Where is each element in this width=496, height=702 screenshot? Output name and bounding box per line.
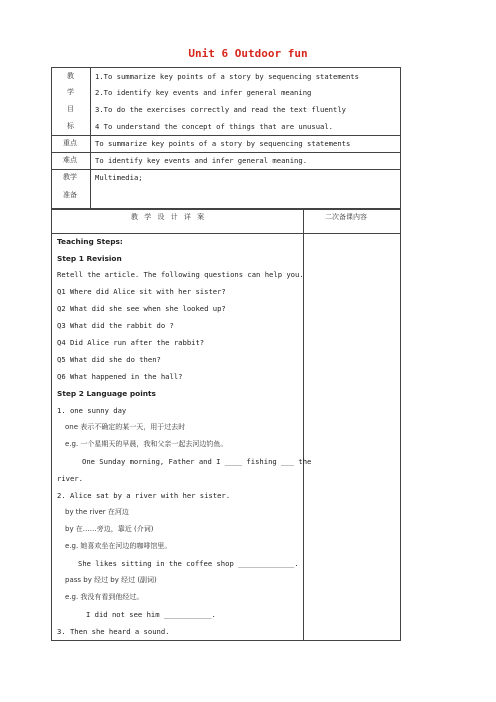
question-item: Q1 Where did Alice sit with her sister? [57,287,226,296]
row-divider [51,233,401,234]
objective-item: 4 To understand the concept of things that are unusual. [95,122,333,131]
document-title: Unit 6 Outdoor fun [188,47,308,60]
row-divider [51,152,401,153]
objective-item: 3.To do the exercises correctly and read the text fluently [95,105,346,114]
example-cn: e.g. 她喜欢坐在河边的咖啡馆里。 [65,542,172,550]
design-header: 教 学 设 计 详 案 [131,213,207,221]
objective-item: 1.To summarize key points of a story by sequencing statements [95,72,359,81]
preparation-text: Multimedia; [95,173,143,182]
preparation-label: 准备 [63,191,77,199]
example-cn: e.g. 一个星期天的早晨，我和父亲一起去河边钓鱼。 [65,440,228,448]
objectives-label-char: 目 [67,105,74,113]
example-sentence: She likes sitting in the coffee shop _____________. [78,559,299,568]
key-point-text: To summarize key points of a story by sequencing statements [95,139,351,148]
objective-item: 2.To identify key events and infer general meaning [95,88,312,97]
question-item: Q6 What happened in the hall? [57,372,183,381]
teaching-steps-heading: Teaching Steps: [57,237,123,246]
preparation-label: 教学 [63,173,77,181]
question-item: Q3 What did the rabbit do ? [57,321,174,330]
language-point: 2. Alice sat by a river with her sister. [57,491,231,500]
objectives-label-char: 标 [67,122,74,130]
question-item: Q4 Did Alice run after the rabbit? [57,338,205,347]
language-note: pass by 经过 by 经过 (副词) [65,576,157,584]
language-note: one 表示不确定的某一天，用于过去时 [65,423,186,431]
info-table-divider [90,67,91,209]
retell-text: Retell the article. The following questions can help you. [57,270,304,279]
step1-heading: Step 1 Revision [57,254,122,263]
objectives-label-char: 教 [67,72,74,80]
language-point: 1. one sunny day [57,406,127,415]
question-item: Q5 What did she do then? [57,355,161,364]
question-item: Q2 What did she see when she looked up? [57,304,226,313]
row-divider [51,135,401,136]
language-note: by the river 在河边 [65,508,129,516]
objectives-label-char: 学 [67,88,74,96]
language-point: 3. Then she heard a sound. [57,627,170,636]
row-divider [51,169,401,170]
language-note: by 在……旁边，靠近 (介词) [65,525,154,533]
example-cn: e.g. 我没有看到他经过。 [65,593,144,601]
difficult-point-label: 难点 [63,156,77,164]
example-sentence: One Sunday morning, Father and I ____ fishing ___ the [82,457,312,466]
example-sentence: I did not see him ___________. [86,610,216,619]
example-sentence-cont: river. [57,474,83,483]
key-point-label: 重点 [63,139,77,147]
revision-header: 二次备课内容 [325,213,367,221]
difficult-point-text: To identify key events and infer general meaning. [95,156,308,165]
step2-heading: Step 2 Language points [57,389,156,398]
